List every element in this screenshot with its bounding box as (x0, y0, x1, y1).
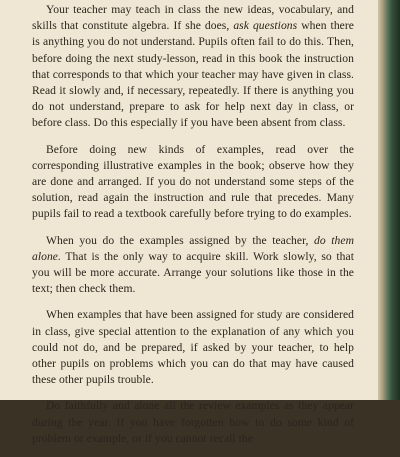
paragraph-5 (32, 398, 354, 447)
paragraph-4 (32, 307, 354, 388)
paragraph-1-text-1: Your teacher may teach in class the new ideas, vocabulary, and skills that constitute algebra. If she does, (32, 3, 354, 33)
paragraph-5-text: Do faithfully and alone all the review examples as they appear during the year. If you have forgotten how to do some kind of problem or example, or if you cannot recall the (32, 399, 354, 445)
paragraph-1 (32, 2, 354, 132)
paragraph-1-emphasis: ask questions (233, 19, 298, 33)
paragraph-2-text: Before doing new kinds of examples, read over the corresponding illustrative examples in the book; observe how they are done and arranged. If you do not understand some steps of the solution, read again the instruction and rule that precedes. Many pupils fail to read a textbook carefully before trying to do examples. (32, 142, 354, 221)
paragraph-1-text-2: when there is anything you do not understand. Pupils often fail to do this. Then, before doing the next study-lesson, read in this book the instruction that corresponds to that which your teacher may have given in class. Read it slowly and, if necessary, repeatedly. If there is anything you do not understand, prepare to ask for help next day in class, or before class. Do this especially if you have been absent from class. (32, 19, 354, 130)
book-page-edge (378, 0, 400, 400)
paragraph-3-text-1: When you do the examples assigned by the teacher, (46, 233, 315, 247)
page-body-text (32, 2, 354, 457)
paragraph-3-emphasis: do them alone. (32, 233, 354, 263)
paragraph-3-text-2: That is the only way to acquire skill. Work slowly, so that you will be more accurate. Arrange your solutions like those in the text; then check them. (32, 249, 354, 296)
paragraph-2 (32, 142, 354, 223)
paragraph-4-text: When examples that have been assigned for study are considered in class, give special attention to the explanation of any which you could not do, and be prepared, if asked by your teacher, to help other pupils on problems which you can do that may have caused these other pupils trouble. (32, 308, 354, 387)
paragraph-3 (32, 233, 354, 298)
